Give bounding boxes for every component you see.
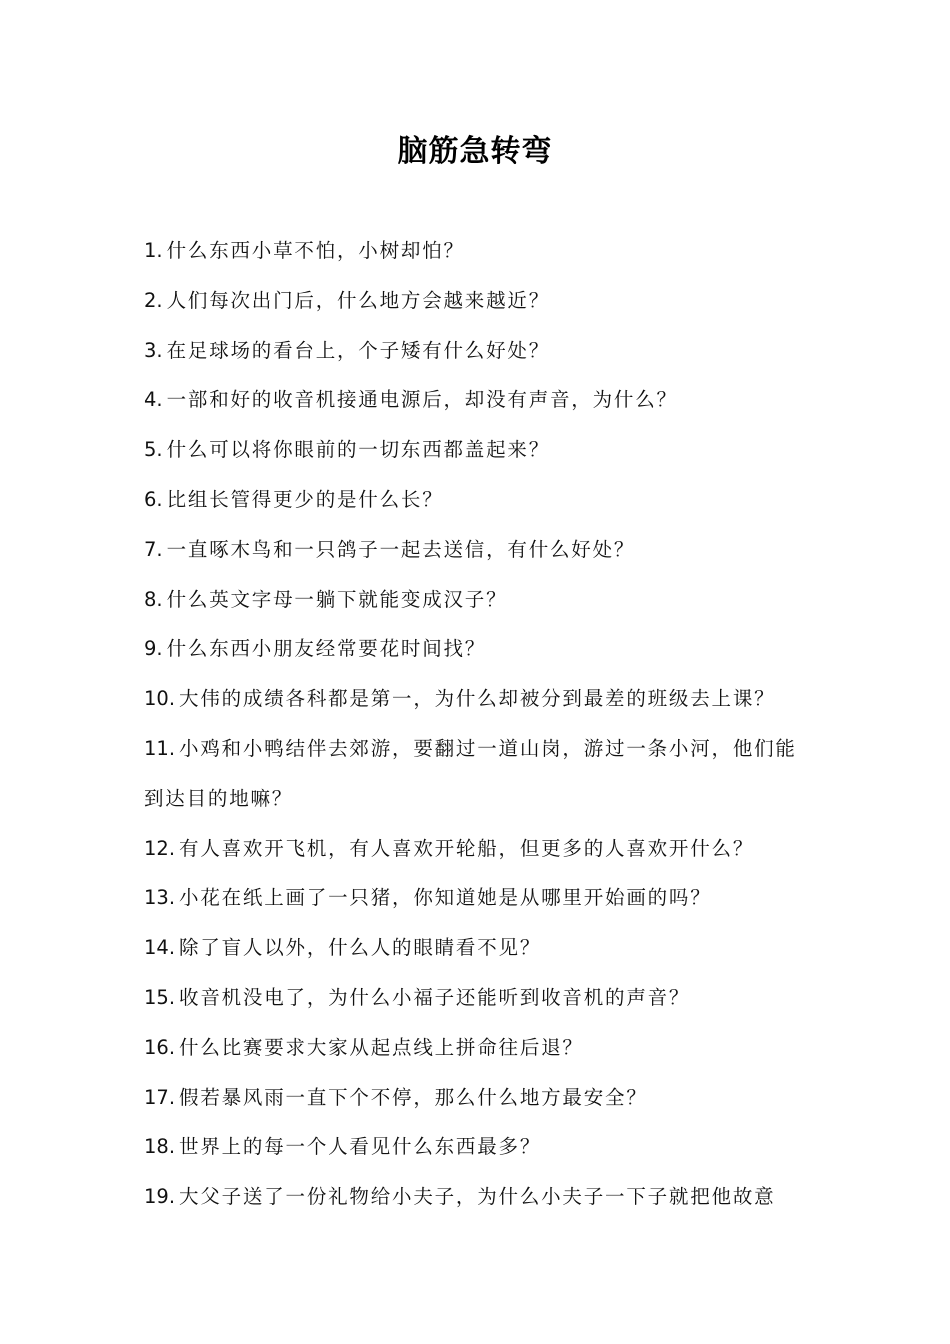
question-number: 11. bbox=[144, 736, 176, 760]
question-text: 有人喜欢开飞机，有人喜欢开轮船，但更多的人喜欢开什么？ bbox=[179, 836, 755, 860]
question-text: 什么东西小朋友经常要花时间找？ bbox=[166, 637, 487, 661]
question-number: 7. bbox=[144, 537, 163, 561]
list-item bbox=[144, 1073, 816, 1123]
question-text: 在足球场的看台上，个子矮有什么好处？ bbox=[166, 338, 551, 362]
question-text: 什么比赛要求大家从起点线上拼命往后退？ bbox=[179, 1035, 584, 1059]
list-item bbox=[144, 1122, 816, 1172]
question-number: 17. bbox=[144, 1085, 176, 1109]
list-item bbox=[144, 425, 816, 475]
question-text: 假若暴风雨一直下个不停，那么什么地方最安全？ bbox=[179, 1085, 648, 1109]
question-text: 大父子送了一份礼物给小夫子，为什么小夫子一下子就把他故意 bbox=[179, 1185, 776, 1209]
question-list bbox=[144, 226, 816, 1222]
question-number: 8. bbox=[144, 587, 163, 611]
question-number: 16. bbox=[144, 1035, 176, 1059]
question-text: 什么东西小草不怕，小树却怕？ bbox=[166, 239, 465, 262]
question-text: 比组长管得更少的是什么长？ bbox=[166, 487, 444, 511]
question-number: 5. bbox=[144, 438, 163, 462]
question-text: 大伟的成绩各科都是第一，为什么却被分到最差的班级去上课？ bbox=[179, 687, 776, 711]
question-number: 19. bbox=[144, 1185, 176, 1209]
question-text: 世界上的每一个人看见什么东西最多？ bbox=[179, 1135, 542, 1159]
page-title: 脑筋急转弯 bbox=[397, 134, 553, 169]
question-number: 1. bbox=[144, 239, 163, 262]
list-item bbox=[144, 575, 816, 625]
question-number: 9. bbox=[144, 637, 163, 661]
list-item bbox=[144, 674, 816, 724]
question-number: 14. bbox=[144, 936, 176, 960]
question-number: 12. bbox=[144, 836, 176, 860]
question-text: 收音机没电了，为什么小福子还能听到收音机的声音？ bbox=[179, 985, 691, 1009]
question-number: 13. bbox=[144, 886, 176, 910]
list-item bbox=[144, 475, 816, 525]
question-text: 什么英文字母一躺下就能变成汉子？ bbox=[166, 587, 508, 611]
list-item bbox=[144, 375, 816, 425]
question-text: 小花在纸上画了一只猪，你知道她是从哪里开始画的吗？ bbox=[179, 886, 712, 910]
list-item bbox=[144, 276, 816, 326]
question-number: 15. bbox=[144, 985, 176, 1009]
list-item bbox=[144, 724, 816, 824]
list-item bbox=[144, 226, 816, 276]
question-text: 小鸡和小鸭结伴去郊游，要翻过一道山岗，游过一条小河，他们能到达目的地嘛？ bbox=[144, 736, 797, 810]
question-text: 一部和好的收音机接通电源后，却没有声音，为什么？ bbox=[166, 388, 678, 412]
list-item bbox=[144, 326, 816, 376]
question-number: 2. bbox=[144, 288, 163, 312]
question-text: 人们每次出门后，什么地方会越来越近？ bbox=[166, 288, 551, 312]
question-number: 6. bbox=[144, 487, 163, 511]
question-number: 10. bbox=[144, 687, 176, 711]
question-number: 4. bbox=[144, 388, 163, 412]
list-item bbox=[144, 923, 816, 973]
list-item bbox=[144, 973, 816, 1023]
question-number: 18. bbox=[144, 1135, 176, 1159]
question-number: 3. bbox=[144, 338, 163, 362]
list-item bbox=[144, 624, 816, 674]
list-item bbox=[144, 525, 816, 575]
list-item bbox=[144, 824, 816, 874]
list-item bbox=[144, 1172, 816, 1222]
question-text: 什么可以将你眼前的一切东西都盖起来？ bbox=[166, 438, 551, 462]
question-text: 一直啄木鸟和一只鸽子一起去送信，有什么好处？ bbox=[166, 537, 636, 561]
question-text: 除了盲人以外，什么人的眼睛看不见？ bbox=[179, 936, 542, 960]
list-item bbox=[144, 873, 816, 923]
list-item bbox=[144, 1023, 816, 1073]
